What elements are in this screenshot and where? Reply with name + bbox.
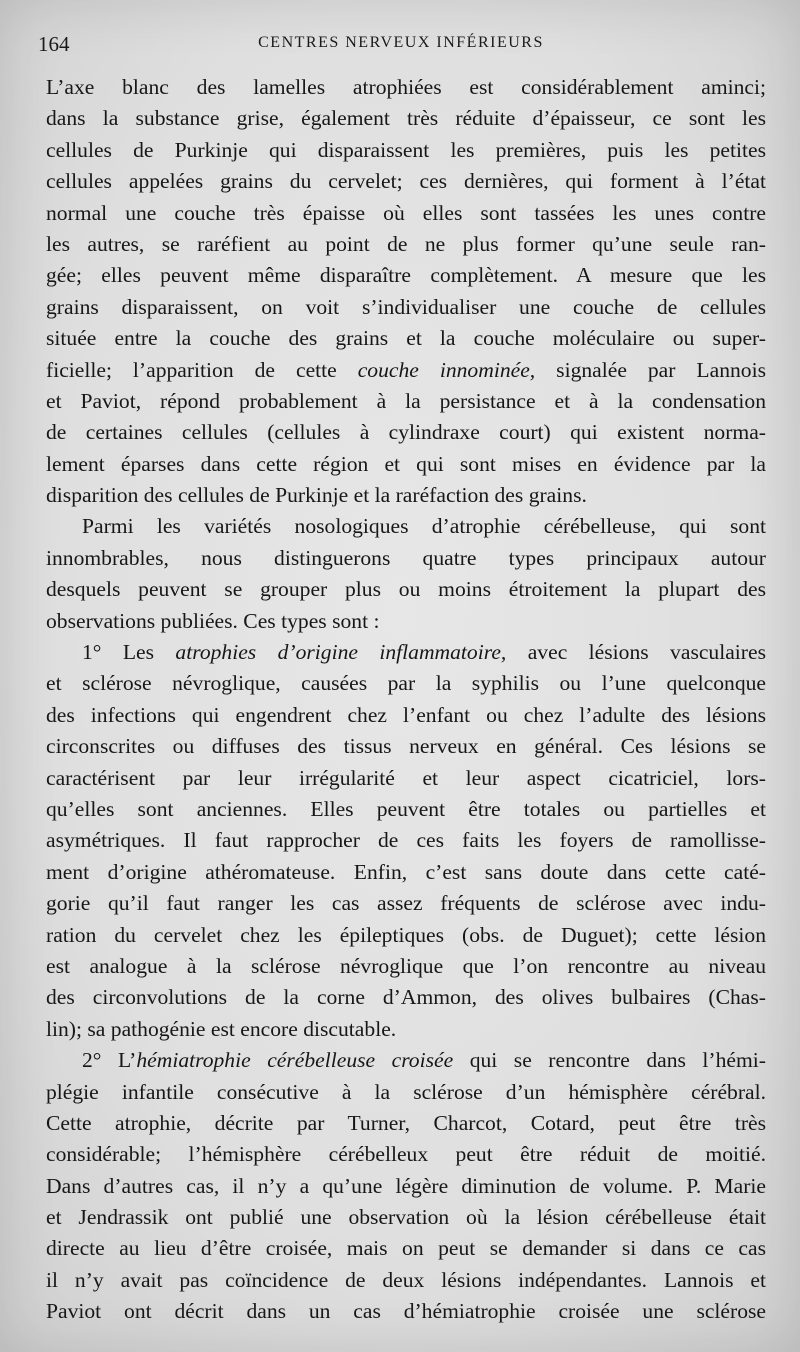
line-segment: avec lésions vasculaires [506, 640, 766, 665]
text-line: caractérisent par leur irrégularité et leur aspect cicatriciel, lors- [46, 765, 766, 790]
text-line: normal une couche très épaisse où elles sont tassées les unes contre [46, 200, 766, 225]
text-line: les autres, se raréfient au point de ne plus former qu’une seule ran- [46, 231, 766, 256]
text-line: et Jendrassik ont publié une observation où la lésion cérébelleuse était [46, 1205, 766, 1230]
text-line: considérable; l’hémisphère cérébelleux peut être réduit de moitié. [46, 1142, 766, 1167]
text-line: gorie qu’il faut ranger les cas assez fréquents de sclérose avec indu- [46, 891, 766, 916]
text-line: L’axe blanc des lamelles atrophiées est considérablement aminci; [46, 75, 766, 99]
text-line: innombrables, nous distinguerons quatre types principaux autour [46, 545, 766, 570]
text-line: dans la substance grise, également très réduite d’épaisseur, ce sont les [46, 106, 766, 131]
text-line [46, 1045, 766, 1076]
text-line: des infections qui engendrent chez l’enfant ou chez l’adulte des lésions [46, 702, 766, 727]
text-line: de certaines cellules (cellules à cylindraxe court) qui existent norma- [46, 420, 766, 445]
line-segment: qui se rencontre dans l’hémi- [453, 1048, 766, 1073]
text-line: disparition des cellules de Purkinje et la raréfaction des grains. [46, 483, 587, 508]
text-line: est analogue à la sclérose névroglique que l’on rencontre au niveau [46, 953, 766, 978]
text-line: asymétriques. Il faut rapprocher de ces faits les foyers de ramollisse- [46, 828, 766, 853]
text-line: lin); sa pathogénie est encore discutable. [46, 1016, 397, 1041]
body-text [46, 72, 766, 1328]
line-segment: 2° L’ [82, 1048, 137, 1073]
text-line: cellules appelées grains du cervelet; ces dernières, qui forment à l’état [46, 169, 766, 194]
text-line: plégie infantile consécutive à la sclérose d’un hémisphère cérébral. [46, 1079, 766, 1104]
text-line [46, 355, 766, 386]
page-number: 164 [38, 32, 70, 56]
running-head: CENTRES NERVEUX INFÉRIEURS [258, 34, 544, 51]
text-line: Dans d’autres cas, il n’y a qu’une légère diminution de volume. P. Marie [46, 1173, 766, 1198]
text-line: Paviot ont décrit dans un cas d’hémiatrophie croisée une sclérose [46, 1299, 766, 1324]
text-line [46, 637, 766, 668]
text-line: lement éparses dans cette région et qui sont mises en évidence par la [46, 451, 766, 476]
text-line: circonscrites ou diffuses des tissus nerveux en général. Ces lésions se [46, 734, 766, 759]
text-line: gée; elles peuvent même disparaître complètement. A mesure que les [46, 263, 766, 288]
line-segment: 1° Les [82, 640, 176, 665]
text-line: Cette atrophie, décrite par Turner, Charcot, Cotard, peut être très [46, 1110, 766, 1135]
page-header [38, 28, 764, 58]
text-line: ment d’origine athéromateuse. Enfin, c’est sans doute dans cette caté- [46, 859, 766, 884]
text-line: située entre la couche des grains et la couche moléculaire ou super- [46, 326, 766, 351]
text-line: des circonvolutions de la corne d’Ammon, des olives bulbaires (Chas- [46, 985, 766, 1010]
text-line: il n’y avait pas coïncidence de deux lésions indépendantes. Lannois et [46, 1267, 766, 1292]
text-line: ration du cervelet chez les épileptiques (obs. de Duguet); cette lésion [46, 922, 766, 947]
line-segment: ficielle; l’apparition de cette [46, 357, 358, 382]
italic-term: atrophies d’origine inflammatoire, [175, 640, 507, 665]
text-line: et sclérose névroglique, causées par la syphilis ou l’une quelconque [46, 671, 766, 696]
text-line: observations publiées. Ces types sont : [46, 608, 380, 633]
text-line: Parmi les variétés nosologiques d’atrophie cérébelleuse, qui sont [82, 514, 766, 539]
text-line: cellules de Purkinje qui disparaissent les premières, puis les petites [46, 137, 766, 162]
text-line: desquels peuvent se grouper plus ou moins étroitement la plupart des [46, 577, 766, 602]
text-line: qu’elles sont anciennes. Elles peuvent être totales ou partielles et [46, 796, 766, 821]
text-line: et Paviot, répond probablement à la persistance et à la condensation [46, 388, 766, 413]
italic-term: couche innominée, [357, 357, 536, 382]
line-segment: signalée par Lannois [535, 357, 766, 382]
text-line: directe au lieu d’être croisée, mais on peut se demander si dans ce cas [46, 1236, 766, 1261]
italic-term: hémiatrophie cérébelleuse croisée [136, 1048, 454, 1073]
text-line: grains disparaissent, on voit s’individualiser une couche de cellules [46, 294, 766, 319]
